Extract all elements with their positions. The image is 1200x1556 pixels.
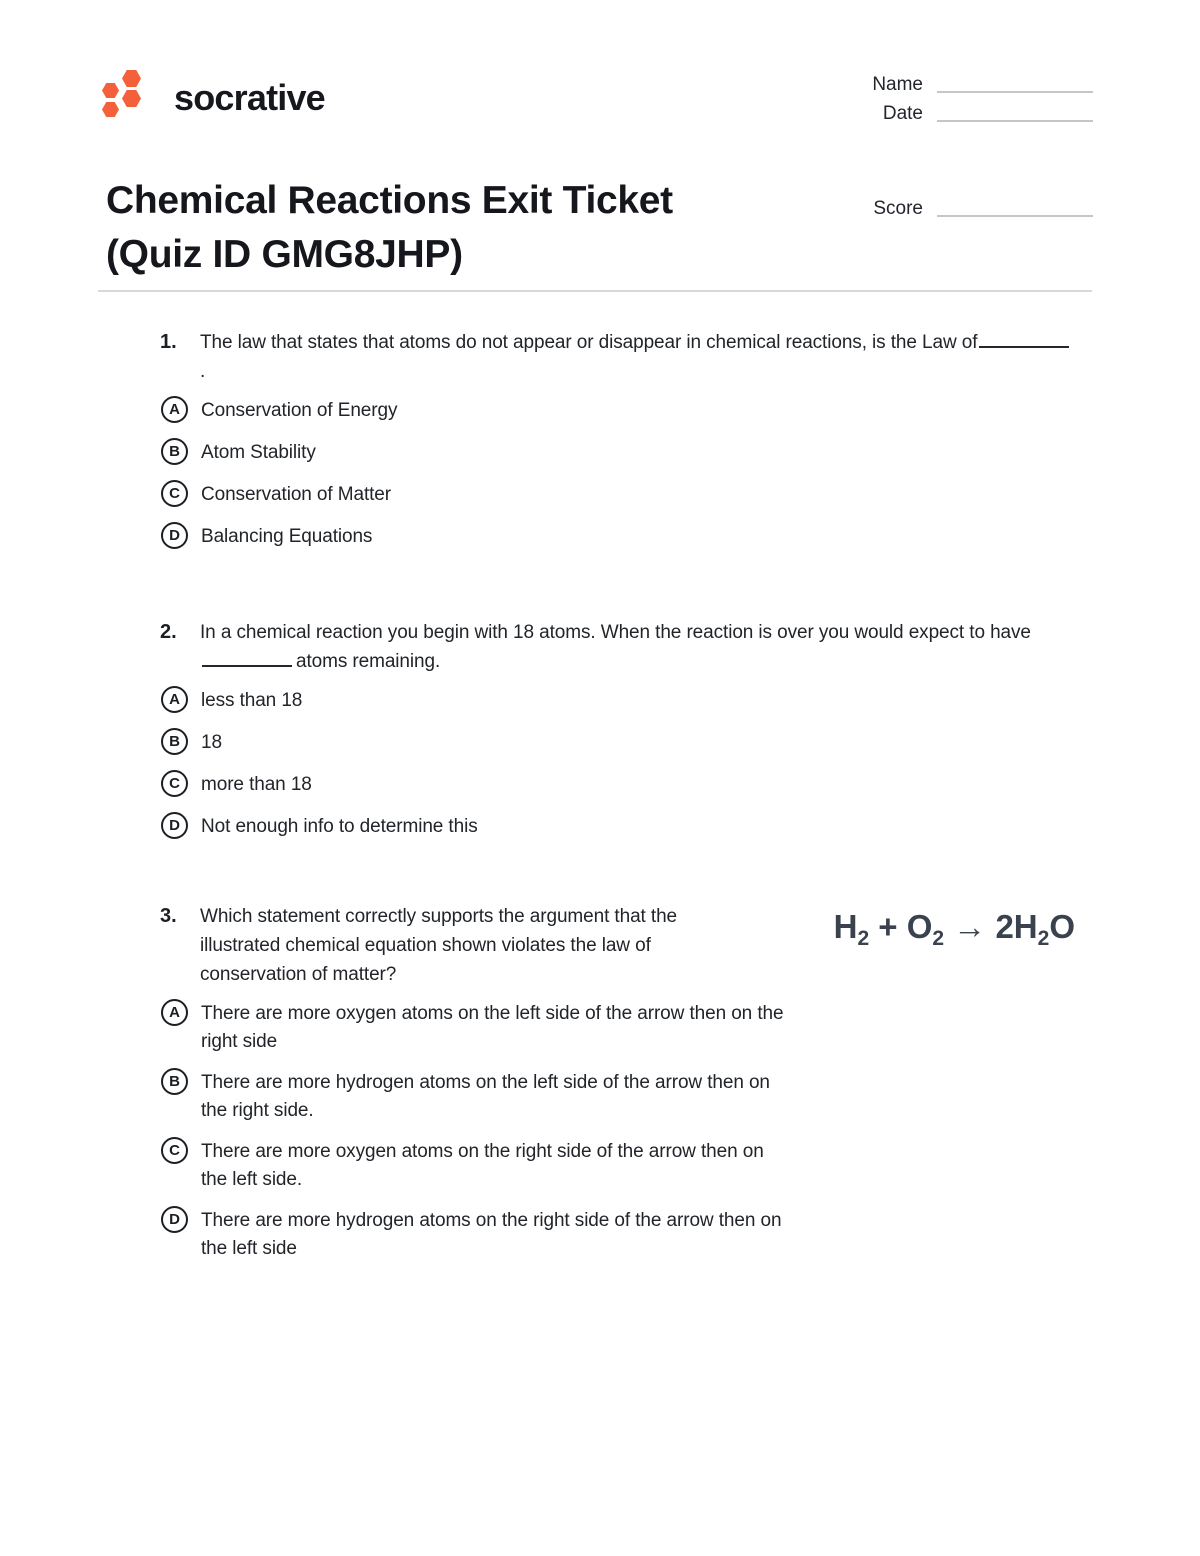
- question-1-option-b: [160, 438, 1075, 467]
- score-label: Score: [873, 198, 923, 219]
- date-write-in-line: [937, 120, 1093, 122]
- answer-blank: [979, 332, 1069, 348]
- option-text: Balancing Equations: [201, 526, 373, 547]
- option-text: less than 18: [201, 690, 303, 711]
- option-text: more than 18: [201, 774, 312, 795]
- option-text: There are more hydrogen atoms on the right side of the arrow then on the left side: [201, 1210, 782, 1259]
- option-letter-badge: C: [161, 480, 188, 507]
- question-3-number: 3.: [160, 905, 177, 927]
- hexagon-icon: [122, 90, 141, 107]
- option-letter-badge: A: [161, 686, 188, 713]
- option-text: Conservation of Matter: [201, 484, 391, 505]
- question-2-head: [160, 618, 1075, 676]
- score-field-row: [873, 198, 1093, 220]
- socrative-hexagons-icon: [102, 70, 144, 118]
- score-write-in-line: [937, 215, 1093, 217]
- quiz-title-line2: (Quiz ID GMG8JHP): [106, 233, 463, 277]
- option-text: There are more oxygen atoms on the right side of the arrow then on the left side.: [201, 1141, 764, 1190]
- option-letter-badge: C: [161, 1137, 188, 1164]
- quiz-title-line1: Chemical Reactions Exit Ticket: [106, 179, 673, 223]
- chemical-equation: $H_2 + O_2 \to 2H_2O$: [833, 908, 1075, 950]
- quiz-title: [106, 174, 673, 282]
- hexagon-icon: [102, 102, 119, 117]
- question-1-text: The law that states that atoms do not appear or disappear in chemical reactions, is the Law of.: [200, 328, 1075, 386]
- option-text: Not enough info to determine this: [201, 816, 478, 837]
- question-2-option-b: [160, 728, 1075, 757]
- option-letter-badge: D: [161, 812, 188, 839]
- question-3-option-d: [160, 1206, 1075, 1263]
- socrative-logo-text: socrative: [174, 77, 325, 118]
- name-write-in-line: [937, 91, 1093, 93]
- question-3-text: Which statement correctly supports the argument that the illustrated chemical equation shown violates the law of conservation of matter?: [200, 906, 678, 985]
- question-1-option-a: [160, 396, 1075, 425]
- question-2-number: 2.: [160, 621, 177, 643]
- option-letter-badge: B: [161, 1068, 188, 1095]
- name-field-row: [872, 74, 1093, 96]
- date-field-row: [883, 103, 1093, 125]
- questions-area: [160, 292, 1075, 1275]
- option-text: Atom Stability: [201, 442, 316, 463]
- option-letter-badge: B: [161, 728, 188, 755]
- name-label: Name: [872, 74, 923, 95]
- option-letter-badge: A: [161, 999, 188, 1026]
- option-text: There are more hydrogen atoms on the left side of the arrow then on the right side.: [201, 1072, 770, 1121]
- option-text: 18: [201, 732, 222, 753]
- question-3-option-c: [160, 1137, 1075, 1194]
- option-letter-badge: D: [161, 1206, 188, 1233]
- question-3-option-b: [160, 1068, 1075, 1125]
- question-2: [160, 564, 1075, 841]
- question-2-options: [160, 686, 1075, 841]
- question-3: [160, 854, 1075, 1263]
- question-2-option-a: [160, 686, 1075, 715]
- hexagon-icon: [122, 70, 141, 87]
- question-2-text: In a chemical reaction you begin with 18 atoms. When the reaction is over you would expect to haveatoms remaining.: [200, 622, 1031, 672]
- option-text: There are more oxygen atoms on the left side of the arrow then on the right side: [201, 1003, 784, 1052]
- option-letter-badge: B: [161, 438, 188, 465]
- date-label: Date: [882, 103, 923, 124]
- question-1-options: [160, 396, 1075, 551]
- question-1: [160, 292, 1075, 551]
- question-2-option-d: [160, 812, 1075, 841]
- option-letter-badge: A: [161, 396, 188, 423]
- question-1-option-c: [160, 480, 1075, 509]
- question-1-number: 1.: [160, 331, 177, 353]
- hexagon-icon: [102, 83, 119, 98]
- question-1-option-d: [160, 522, 1075, 551]
- option-letter-badge: D: [161, 522, 188, 549]
- question-1-head: [160, 328, 1075, 386]
- question-3-head: [160, 902, 1075, 989]
- option-text: Conservation of Energy: [201, 400, 398, 421]
- answer-blank: [202, 651, 292, 667]
- question-2-option-c: [160, 770, 1075, 799]
- question-3-options: [160, 999, 1075, 1263]
- option-letter-badge: C: [161, 770, 188, 797]
- question-3-option-a: [160, 999, 1075, 1056]
